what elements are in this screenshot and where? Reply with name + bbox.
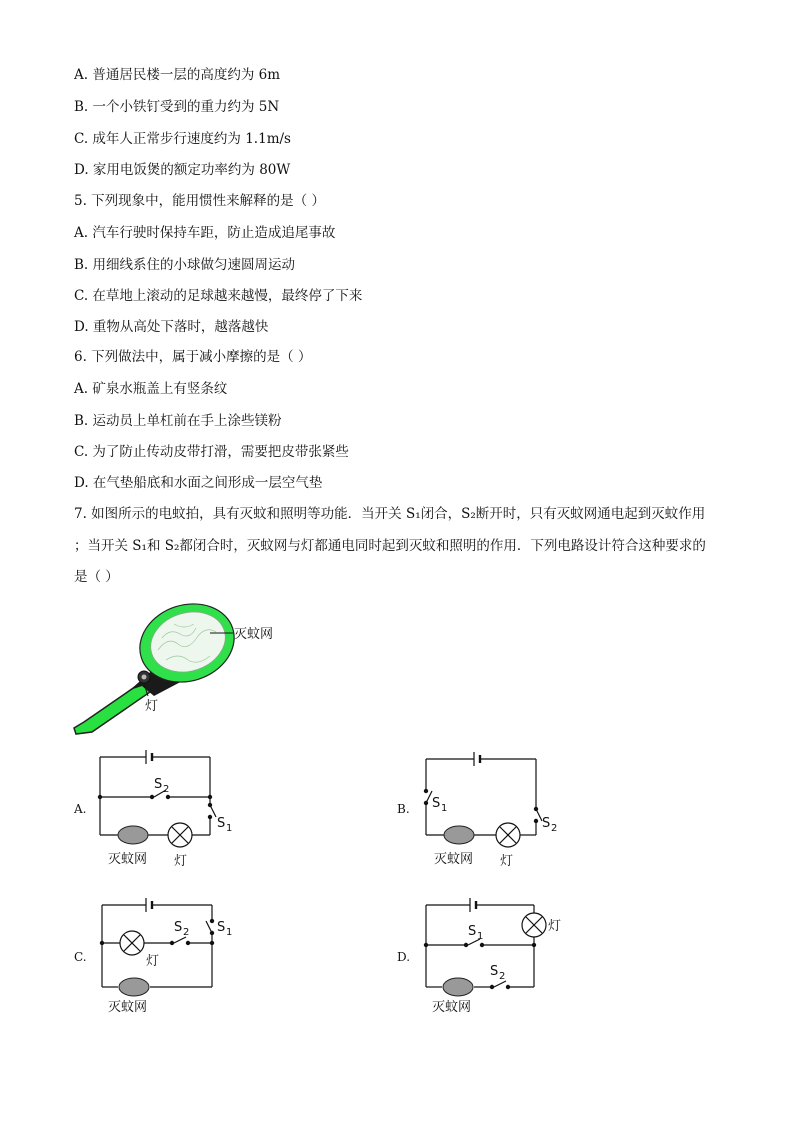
circuit-b-letter: B. — [397, 802, 410, 816]
circuit-b-lamp-label: 灯 — [500, 854, 514, 869]
circuit-c-s2: S — [174, 920, 183, 935]
q4-option-d: D. 家用电饭煲的额定功率约为 80W — [74, 162, 291, 178]
circuit-a-s1: S — [217, 816, 226, 831]
q5-option-d: D. 重物从高处下落时，越落越快 — [74, 319, 269, 335]
q7-stem-line-2: ；当开关 S₁和 S₂都闭合时，灭蚊网与灯都通电同时起到灭蚊和照明的作用．下列电路设计符合这种要求的 — [74, 538, 706, 554]
svg-text:1: 1 — [226, 823, 233, 834]
circuit-a-net — [118, 826, 148, 844]
q6-option-c: C. 为了防止传动皮带打滑，需要把皮带张紧些 — [74, 444, 349, 460]
circuit-c-net — [119, 978, 149, 996]
q7-stem-line-1: 7. 如图所示的电蚊拍，具有灭蚊和照明等功能．当开关 S₁闭合，S₂断开时，只有灭蚊网通电起到灭蚊作用 — [74, 506, 706, 522]
circuit-d-letter: D. — [397, 950, 411, 964]
circuit-b-net — [444, 826, 474, 844]
circuit-b-s1: S — [432, 796, 441, 811]
circuit-a-s2: S — [154, 777, 163, 792]
circuit-d-s2: S — [490, 964, 499, 979]
q4-option-c: C. 成年人正常步行速度约为 1.1m/s — [74, 131, 291, 147]
q6-option-b: B. 运动员上单杠前在手上涂些镁粉 — [74, 413, 282, 429]
circuit-c-lamp-label: 灯 — [146, 954, 160, 969]
q4-option-b: B. 一个小铁钉受到的重力约为 5N — [74, 99, 280, 115]
circuit-d-net — [443, 978, 473, 996]
circuit-a — [96, 745, 256, 875]
circuit-a-letter: A. — [74, 802, 87, 816]
q5-stem: 5. 下列现象中，能用惯性来解释的是（ ） — [74, 193, 325, 209]
svg-text:1: 1 — [226, 927, 233, 938]
q6-stem: 6. 下列做法中，属于减小摩擦的是（ ） — [74, 349, 312, 365]
circuit-d-s1: S — [468, 924, 477, 939]
q5-option-c: C. 在草地上滚动的足球越来越慢，最终停了下来 — [74, 288, 363, 304]
svg-text:1: 1 — [441, 803, 448, 814]
q4-option-a: A. 普通居民楼一层的高度约为 6m — [74, 67, 281, 83]
circuit-c-letter: C. — [74, 950, 87, 964]
circuit-b — [420, 745, 580, 875]
circuit-c-s1: S — [217, 920, 226, 935]
circuit-d-net-label: 灭蚊网 — [432, 1000, 472, 1015]
circuit-b-s2: S — [542, 816, 551, 831]
svg-text:2: 2 — [551, 823, 558, 834]
q5-option-a: A. 汽车行驶时保持车距，防止造成追尾事故 — [74, 225, 336, 241]
circuit-c — [96, 893, 256, 1023]
circuit-c-net-label: 灭蚊网 — [108, 1000, 148, 1015]
svg-text:2: 2 — [499, 971, 506, 982]
q6-option-d: D. 在气垫船底和水面之间形成一层空气垫 — [74, 475, 323, 491]
racket-net-label: 灭蚊网 — [234, 627, 274, 642]
circuit-d-lamp-label: 灯 — [548, 919, 562, 934]
mosquito-racket-figure — [70, 600, 300, 735]
racket-lamp-label: 灯 — [145, 699, 159, 714]
svg-text:1: 1 — [477, 931, 484, 942]
svg-text:2: 2 — [163, 784, 170, 795]
q7-stem-line-3: 是（ ） — [74, 569, 119, 585]
circuit-a-net-label: 灭蚊网 — [108, 852, 148, 867]
q6-option-a: A. 矿泉水瓶盖上有竖条纹 — [74, 381, 228, 397]
circuit-d — [420, 893, 580, 1023]
circuit-a-lamp-label: 灯 — [174, 854, 188, 869]
q5-option-b: B. 用细线系住的小球做匀速圆周运动 — [74, 257, 296, 273]
svg-text:2: 2 — [183, 927, 190, 938]
circuit-b-net-label: 灭蚊网 — [434, 852, 474, 867]
